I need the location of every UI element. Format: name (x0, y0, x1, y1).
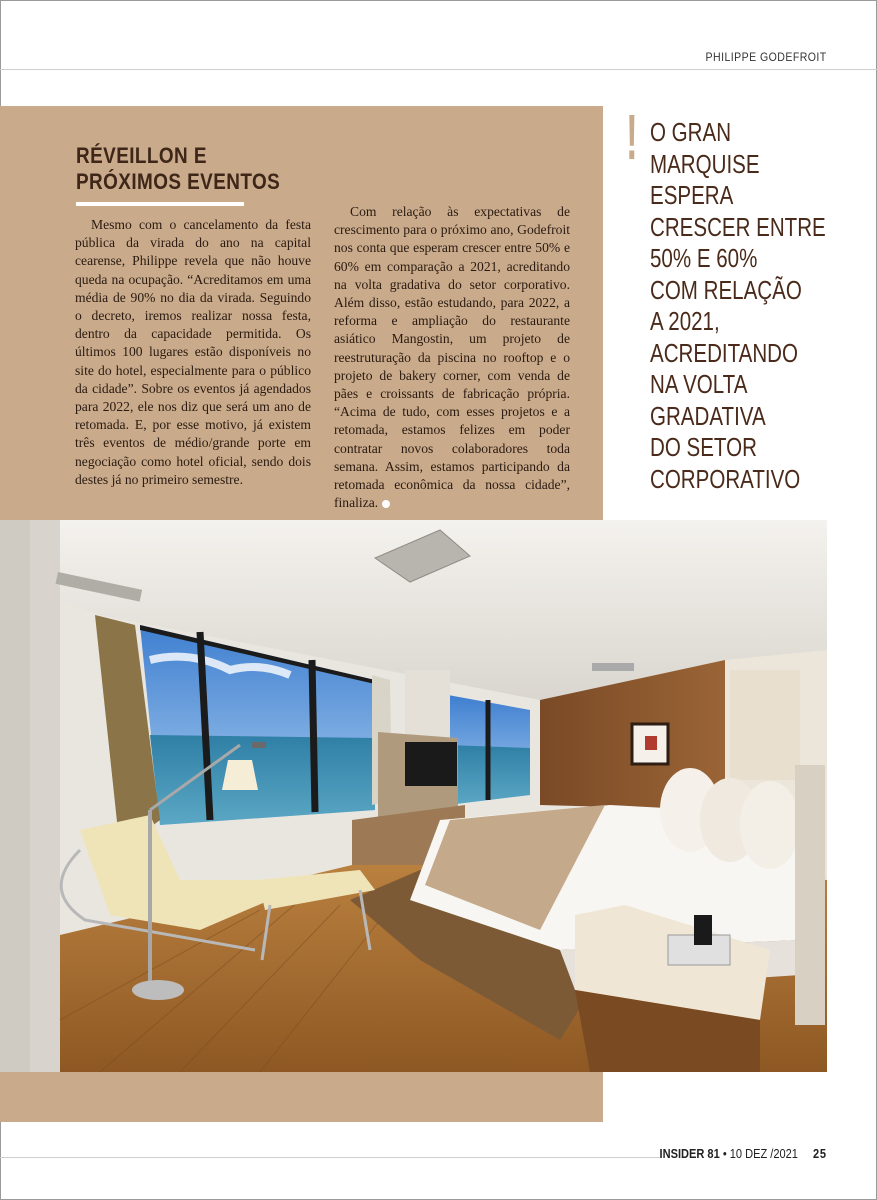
pull-quote-line: MARQUISE (650, 148, 760, 179)
pull-quote (650, 117, 824, 495)
pull-quote-line: 50% E 60% (650, 243, 758, 273)
pull-quote-line: COM RELAÇÃO (650, 274, 802, 305)
title-underline (76, 202, 244, 206)
pull-quote-line: ACREDITANDO (650, 337, 798, 368)
article-column-right (334, 203, 570, 512)
pull-quote-line: DO SETOR (650, 432, 757, 462)
author-header: PHILIPPE GODEFROIT (705, 50, 827, 64)
bottom-rule (0, 1157, 660, 1158)
end-mark-icon (382, 500, 390, 508)
article-paragraph-right-text: Com relação às expectativas de crescimento para o próximo ano, Godefroit nos conta que esperam crescer entre 50% e 60% em comparação a 2021, acreditando na volta gradativa do setor corporativo. Além disso, estão estudando, para 2022, a reforma e ampliação do restaurante asiático Mangostin, um projeto de reestruturação da piscina no rooftop e o projeto de bakery corner, com venda de pães e croissants de fabricação própria. “Acima de tudo, com esses projetos e a retomada, estamos felizes em poder contratar novos colaboradores toda semana. Assim, estamos participando da retomada econômica da nossa cidade”, finaliza. (334, 204, 570, 511)
publication-name: INSIDER 81 (659, 1146, 720, 1161)
section-title (76, 143, 281, 195)
bottom-color-band (0, 1072, 603, 1122)
page-footer (660, 1146, 827, 1161)
footer-separator: • (722, 1146, 727, 1161)
pull-quote-line: CORPORATIVO (650, 463, 801, 494)
pull-quote-line: ESPERA (650, 180, 734, 210)
article-paragraph-right (334, 203, 570, 512)
section-title-line-1: RÉVEILLON E (76, 143, 207, 168)
section-title-line-2: PRÓXIMOS EVENTOS (76, 169, 281, 194)
top-rule (0, 69, 877, 70)
page-number: 25 (813, 1146, 827, 1161)
article-column-left (75, 216, 311, 489)
pull-quote-line: O GRAN (650, 117, 732, 147)
publication-date: 10 DEZ /2021 (729, 1146, 799, 1161)
pull-quote-line: A 2021, (650, 306, 720, 336)
hotel-suite-photo (0, 520, 827, 1072)
pull-quote-line: GRADATIVA (650, 400, 766, 431)
pull-quote-line: CRESCER ENTRE (650, 211, 826, 242)
exclamation-icon: ! (626, 101, 638, 173)
article-paragraph-left: Mesmo com o cancelamento da festa pública da virada do ano na capital cearense, Philippe revela que não houve queda na ocupação. “Acreditamos em uma média de 90% no dia da virada. Seguindo o decreto, iremos realizar nossa festa, dentro da capacidade permitida. Os últimos 100 lugares estão disponíveis no site do hotel, especialmente para o público da cidade”. Sobre os eventos já agendados para 2022, ele nos diz que será um ano de retomada. E, por esse motivo, já existem três eventos de médio/grande porte em negociação como hotel oficial, sendo dois destes já no primeiro semestre. (75, 217, 311, 487)
pull-quote-line: NA VOLTA (650, 369, 748, 399)
